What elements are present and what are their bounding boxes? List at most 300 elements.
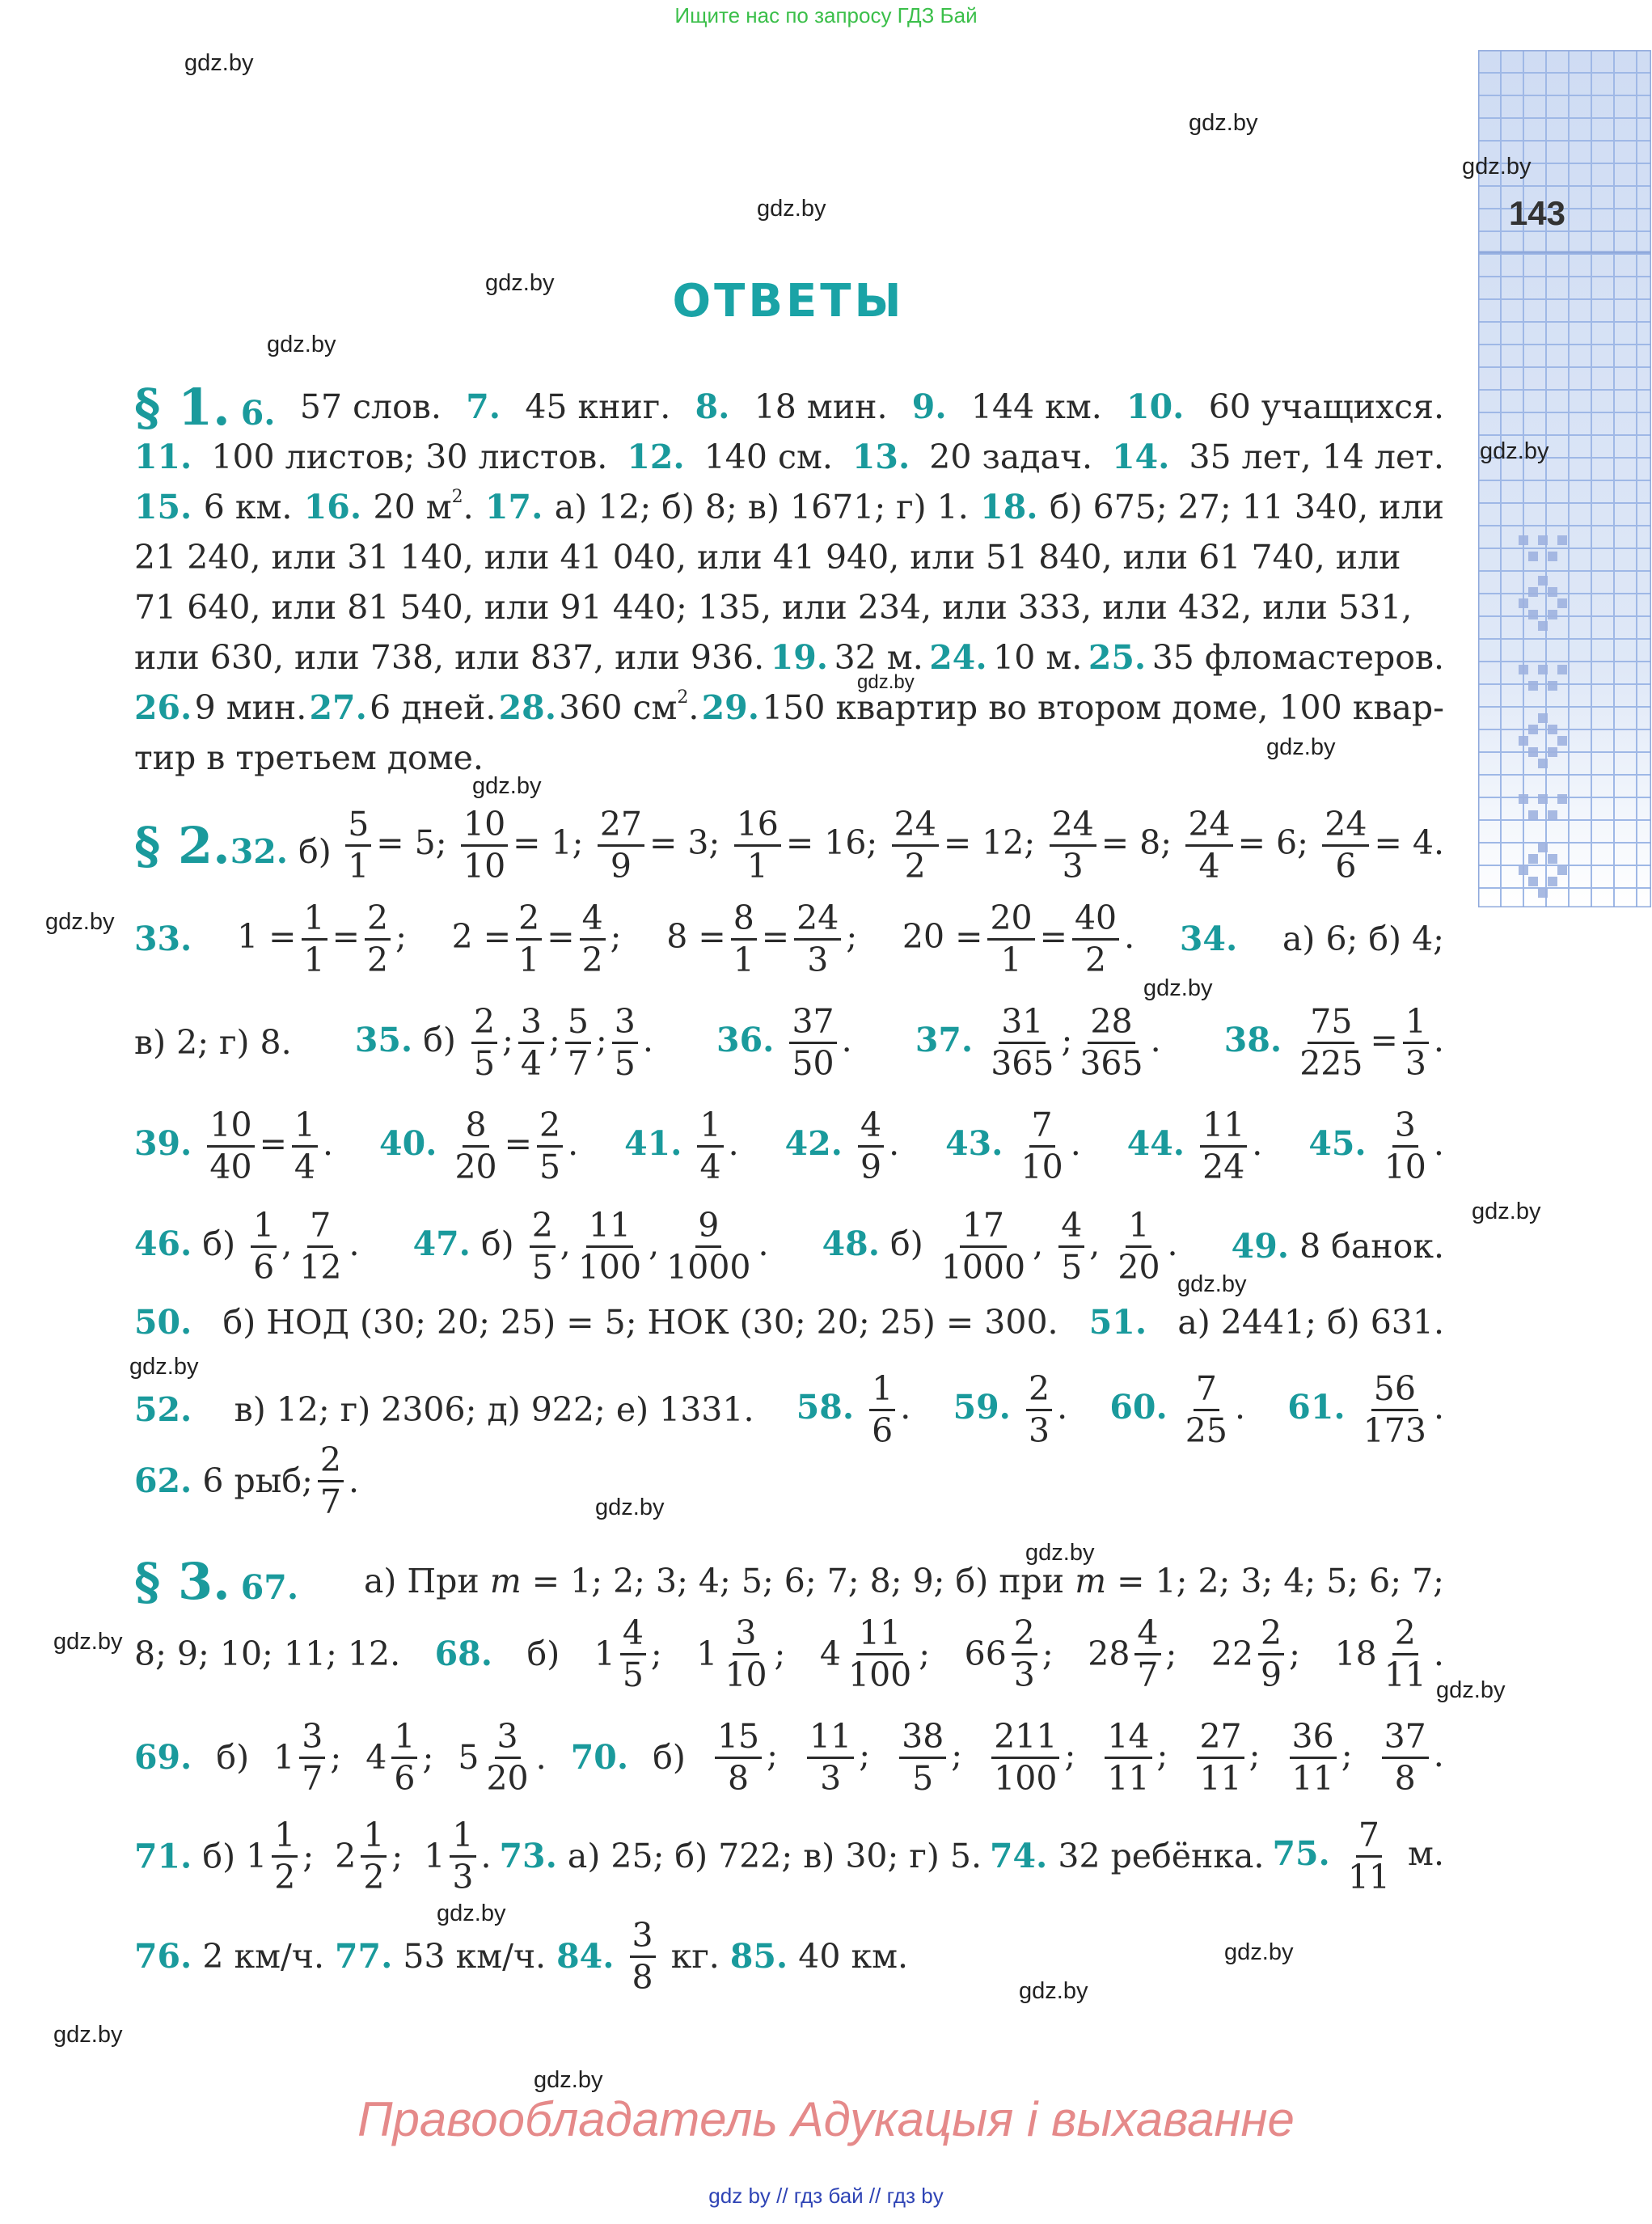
numerator: 24 bbox=[794, 902, 841, 941]
denominator: 1000 bbox=[666, 1247, 751, 1287]
part-label: б) bbox=[526, 1634, 560, 1673]
denominator: 7 bbox=[319, 1482, 341, 1521]
denominator: 11 bbox=[1384, 1655, 1426, 1694]
fraction bbox=[471, 1001, 497, 1083]
task-number: 62. bbox=[134, 1461, 192, 1500]
denominator: 50 bbox=[792, 1043, 834, 1083]
equation bbox=[1045, 804, 1172, 886]
task-number: 26. bbox=[134, 688, 192, 727]
fraction bbox=[1290, 1716, 1337, 1798]
equation: 20 = $\frac{20}{1}$ = $\frac{40}{2}$ . bbox=[902, 898, 1135, 979]
numerator: 4 bbox=[1134, 1617, 1160, 1655]
answers-line: 46. б) $\frac{1}{6}$ , $\frac{7}{12}$ . 47. б) $\frac{2}{5}$ , $\frac{11}{100}$ , $\frac{9}{1000}$ . 48. б) $\frac{17}{1000}$ , $\frac{4}{5}$ , $\frac{1}{20}$ . 49. 8 банок. bbox=[134, 1205, 1444, 1287]
denominator: 225 bbox=[1299, 1043, 1363, 1083]
task-number: 17. bbox=[485, 488, 543, 526]
watermark: gdz.by bbox=[1462, 154, 1532, 180]
equation bbox=[340, 804, 447, 886]
equation-rhs: = 16; bbox=[785, 822, 878, 862]
fraction bbox=[292, 1105, 318, 1186]
denominator: 5 bbox=[912, 1758, 934, 1798]
numerator: 11 bbox=[1200, 1109, 1247, 1148]
fraction bbox=[899, 1716, 946, 1798]
watermark: gdz.by bbox=[53, 1629, 123, 1655]
answer-text: 144 км. bbox=[970, 387, 1102, 426]
denominator: 9 bbox=[1261, 1655, 1282, 1694]
denominator: 1 bbox=[746, 846, 768, 886]
answer-text-part: 360 см bbox=[559, 688, 678, 727]
numerator: 3 bbox=[1392, 1109, 1418, 1148]
whole-part: 1 bbox=[273, 1738, 295, 1777]
numerator: 1 bbox=[1403, 1005, 1429, 1044]
whole-part: 2 bbox=[335, 1837, 357, 1875]
part-label: б) bbox=[216, 1738, 250, 1777]
task-number: 7. bbox=[466, 387, 501, 426]
answers-line: 39. $\frac{10}{40}$ = $\frac{1}{4}$ . 40. $\frac{8}{20}$ = $\frac{2}{5}$ . 41. $\frac{1}{4}$ . 42. $\frac{4}{9}$ . 43. $\frac{7}{10}$ . 44. $\frac{11}{24}$ . 45. $\frac{3}{10}$ . bbox=[134, 1105, 1444, 1186]
whole-part: 1 bbox=[696, 1634, 718, 1673]
answer-text: 9 мин. bbox=[194, 688, 307, 727]
numerator: 15 bbox=[715, 1720, 762, 1759]
equation-lhs: 1 = bbox=[237, 916, 297, 956]
task-number: 70. bbox=[570, 1738, 629, 1777]
numerator: 27 bbox=[598, 808, 644, 847]
task-number: 13. bbox=[851, 438, 911, 476]
task-number: 18. bbox=[980, 488, 1038, 526]
denominator: 4 bbox=[1198, 846, 1220, 886]
task-number: 50. bbox=[134, 1303, 192, 1342]
answer-text-part: = 1; 2; 3; 4; 5; 6; 7; 8; 9; б) при bbox=[531, 1562, 1065, 1600]
fraction bbox=[302, 898, 327, 979]
watermark: gdz.by bbox=[1025, 1540, 1095, 1566]
numerator: 10 bbox=[461, 808, 508, 847]
numerator: 36 bbox=[1290, 1720, 1337, 1759]
denominator: 3 bbox=[1405, 1043, 1426, 1083]
answers-line bbox=[134, 683, 1444, 733]
mixed-number: 1 $\frac{3}{10}$ ; bbox=[696, 1613, 786, 1694]
task-number: 35. bbox=[354, 1020, 413, 1059]
answer-text-part: . bbox=[688, 688, 699, 727]
footer-links[interactable]: gdz by // гдз бай // гдз by bbox=[708, 2184, 944, 2208]
answer-text: кг. bbox=[670, 1937, 720, 1976]
numerator: 9 bbox=[695, 1209, 721, 1248]
page-title: ОТВЕТЫ bbox=[672, 275, 905, 328]
fraction bbox=[858, 1105, 884, 1186]
denominator: 2 bbox=[274, 1857, 296, 1896]
answer-text: 140 см. bbox=[703, 438, 833, 476]
numerator: 11 bbox=[586, 1209, 633, 1248]
denominator: 3 bbox=[820, 1758, 842, 1798]
fraction bbox=[1019, 1105, 1066, 1186]
equation: 8 = $\frac{8}{1}$ = $\frac{24}{3}$ ; bbox=[666, 898, 858, 979]
answer-text: б) НОД (30; 20; 25) = 5; НОК (30; 20; 25) = 300. bbox=[222, 1303, 1058, 1342]
fraction bbox=[576, 1205, 644, 1287]
answer-text: 21 240, или 31 140, или 41 040, или 41 940, или 51 840, или 61 740, или bbox=[134, 538, 1401, 577]
mixed-number: 1 $\frac{3}{7}$ ; bbox=[273, 1716, 342, 1798]
fraction bbox=[452, 1105, 499, 1186]
task-number: 61. bbox=[1287, 1387, 1346, 1427]
numerator: 7 bbox=[307, 1209, 333, 1248]
task-number: 16. bbox=[303, 488, 362, 526]
part-label: б) bbox=[423, 1020, 456, 1059]
numerator: 1 bbox=[361, 1819, 387, 1858]
numerator: 4 bbox=[620, 1617, 646, 1655]
fraction bbox=[299, 1716, 325, 1798]
task-number: 74. bbox=[989, 1837, 1048, 1875]
section-label: § 3. bbox=[134, 1551, 230, 1611]
numerator: 2 bbox=[471, 1005, 497, 1044]
variable: m bbox=[1075, 1562, 1107, 1600]
denominator: 6 bbox=[1335, 846, 1357, 886]
denominator: 10 bbox=[1384, 1147, 1426, 1186]
page-number: 143 bbox=[1508, 194, 1566, 232]
task-number: 47. bbox=[412, 1224, 471, 1263]
watermark: gdz.by bbox=[1177, 1271, 1247, 1297]
task-number: 71. bbox=[134, 1837, 192, 1875]
answer-text: тир в третьем доме. bbox=[134, 738, 484, 777]
denominator: 5 bbox=[539, 1147, 561, 1186]
fraction bbox=[846, 1613, 914, 1694]
answer-text: 6 рыб; bbox=[202, 1461, 313, 1500]
answer-text bbox=[373, 488, 473, 526]
equation-lhs: 8 = bbox=[666, 916, 726, 956]
task-number: 38. bbox=[1223, 1020, 1282, 1059]
numerator: 2 bbox=[1026, 1372, 1052, 1411]
numerator: 3 bbox=[733, 1617, 758, 1655]
denominator: 4 bbox=[294, 1147, 316, 1186]
watermark: gdz.by bbox=[1472, 1199, 1541, 1224]
denominator: 6 bbox=[253, 1247, 275, 1287]
equation-rhs: = 8; bbox=[1101, 822, 1172, 862]
answer-text: в) 12; г) 2306; д) 922; е) 1331. bbox=[234, 1390, 754, 1429]
fraction bbox=[1200, 1105, 1247, 1186]
mixed-number: 1 $\frac{1}{2}$ ; bbox=[246, 1815, 315, 1896]
numerator: 11 bbox=[856, 1617, 903, 1655]
watermark: gdz.by bbox=[595, 1495, 665, 1520]
fraction bbox=[391, 1716, 417, 1798]
answer-text: 32 ребёнка. bbox=[1058, 1837, 1265, 1875]
fraction bbox=[734, 804, 781, 886]
denominator: 7 bbox=[1137, 1655, 1159, 1694]
denominator: 12 bbox=[299, 1247, 342, 1287]
fraction bbox=[1077, 1001, 1145, 1083]
part-label: б) bbox=[480, 1224, 514, 1263]
numerator: 1 bbox=[292, 1109, 318, 1148]
numerator: 2 bbox=[1392, 1617, 1418, 1655]
task-number: 59. bbox=[953, 1387, 1011, 1427]
task-number: 14. bbox=[1112, 438, 1170, 476]
answer-text: 71 640, или 81 540, или 91 440; 135, или 234, или 333, или 432, или 531, bbox=[134, 588, 1413, 627]
denominator: 5 bbox=[622, 1655, 644, 1694]
denominator: 6 bbox=[872, 1410, 894, 1450]
denominator: 11 bbox=[1199, 1758, 1242, 1798]
answers-line: в) 2; г) 8. 35. б) $\frac{2}{5}$ ; $\frac{3}{4}$ ; $\frac{5}{7}$ ; $\frac{3}{5}$ . 36. $\frac{37}{50}$ . 37. $\frac{31}{365}$ ; $\frac{28}{365}$ . 38. $\frac{75}{225}$ = $\frac{1}{3}$ . bbox=[134, 1001, 1444, 1083]
answer-text bbox=[364, 1562, 1444, 1600]
task-number: 75. bbox=[1272, 1833, 1330, 1873]
task-number: 45. bbox=[1308, 1123, 1367, 1163]
fraction bbox=[318, 1440, 344, 1521]
answer-text: 35 лет, 14 лет. bbox=[1189, 438, 1444, 476]
denominator: 4 bbox=[520, 1043, 542, 1083]
fraction bbox=[612, 1001, 638, 1083]
denominator: 1 bbox=[348, 846, 370, 886]
fraction bbox=[207, 1105, 254, 1186]
fraction bbox=[1382, 1613, 1429, 1694]
fraction bbox=[807, 1716, 854, 1798]
answer-text: а) 6; б) 4; bbox=[1282, 920, 1444, 958]
fraction bbox=[664, 1205, 753, 1287]
denominator: 20 bbox=[486, 1758, 529, 1798]
equation-rhs: = 1; bbox=[513, 822, 584, 862]
part-label: б) bbox=[653, 1738, 686, 1777]
numerator: 1 bbox=[251, 1209, 277, 1248]
whole-part: 1 bbox=[424, 1837, 446, 1875]
numerator: 2 bbox=[1012, 1617, 1037, 1655]
variable: m bbox=[489, 1562, 522, 1600]
answer-text-part: . bbox=[463, 488, 474, 526]
equation-rhs: = 5; bbox=[376, 822, 447, 862]
numerator: 3 bbox=[630, 1919, 656, 1958]
whole-part: 22 bbox=[1210, 1634, 1254, 1673]
denominator: 6 bbox=[394, 1758, 416, 1798]
task-number: 34. bbox=[1179, 920, 1238, 958]
denominator: 7 bbox=[567, 1043, 589, 1083]
task-number: 8. bbox=[695, 387, 730, 426]
search-banner[interactable]: Ищите нас по запросу ГДЗ Бай bbox=[674, 3, 978, 27]
task-number: 36. bbox=[716, 1020, 775, 1059]
denominator: 10 bbox=[1020, 1147, 1063, 1186]
fraction bbox=[789, 1001, 836, 1083]
numerator: 38 bbox=[899, 1720, 946, 1759]
equation-rhs: = 6; bbox=[1237, 822, 1308, 862]
watermark: gdz.by bbox=[1266, 734, 1336, 760]
answer-text-part: а) При bbox=[363, 1562, 480, 1600]
numerator: 4 bbox=[1058, 1209, 1084, 1248]
denominator: 2 bbox=[1085, 940, 1107, 979]
watermark: gdz.by bbox=[1189, 110, 1258, 136]
watermark: gdz.by bbox=[857, 671, 915, 693]
watermark: gdz.by bbox=[1480, 438, 1549, 464]
numerator: 3 bbox=[495, 1720, 521, 1759]
fraction bbox=[1115, 1205, 1162, 1287]
mixed-number: 18 $\frac{2}{11}$ . bbox=[1334, 1613, 1444, 1694]
denominator: 100 bbox=[577, 1247, 642, 1287]
task-number: 39. bbox=[134, 1123, 192, 1163]
answer-text: 35 фломастеров. bbox=[1151, 638, 1444, 677]
numerator: 4 bbox=[858, 1109, 884, 1148]
numerator: 20 bbox=[987, 902, 1034, 941]
answers-line: 62. 6 рыб; $\frac{2}{7}$ . bbox=[134, 1440, 360, 1521]
task-number: 77. bbox=[335, 1937, 393, 1976]
answer-text: а) 2441; б) 631. bbox=[1177, 1303, 1444, 1342]
numerator: 24 bbox=[1322, 808, 1369, 847]
answers-line: 52. в) 12; г) 2306; д) 922; е) 1331. 58. $\frac{1}{6}$ . 59. $\frac{2}{3}$ . 60. $\frac{7}{25}$ . 61. $\frac{56}{173}$ . bbox=[134, 1368, 1444, 1450]
task-number: 43. bbox=[945, 1123, 1003, 1163]
numerator: 75 bbox=[1308, 1005, 1354, 1044]
denominator: 5 bbox=[531, 1247, 553, 1287]
numerator: 8 bbox=[463, 1109, 488, 1148]
answer-text: 60 учащихся. bbox=[1208, 387, 1444, 426]
superscript: 2 bbox=[677, 687, 689, 708]
answers-line bbox=[134, 632, 1444, 683]
answers-line bbox=[134, 1912, 1444, 2001]
mixed-number: 28 $\frac{4}{7}$ ; bbox=[1088, 1613, 1177, 1694]
answer-text: в) 2; г) 8. bbox=[134, 1023, 292, 1062]
task-number: 40. bbox=[379, 1123, 437, 1163]
fraction bbox=[1258, 1613, 1284, 1694]
equation-rhs: = 4. bbox=[1374, 822, 1444, 862]
denominator: 9 bbox=[860, 1147, 882, 1186]
task-number: 10. bbox=[1126, 387, 1185, 426]
whole-part: 28 bbox=[1088, 1634, 1130, 1673]
numerator: 5 bbox=[345, 808, 371, 847]
watermark: gdz.by bbox=[1224, 1939, 1294, 1965]
whole-part: 1 bbox=[594, 1634, 615, 1673]
fraction bbox=[598, 804, 644, 886]
watermark: gdz.by bbox=[45, 909, 115, 935]
part-label: б) bbox=[890, 1224, 923, 1263]
numerator: 7 bbox=[1029, 1109, 1055, 1148]
denominator: 11 bbox=[1107, 1758, 1150, 1798]
watermark: gdz.by bbox=[437, 1901, 506, 1926]
denominator: 5 bbox=[473, 1043, 496, 1083]
equation: 1 = $\frac{1}{1}$ = $\frac{2}{2}$ ; bbox=[237, 898, 407, 979]
answers-line bbox=[134, 582, 1444, 632]
answers-line bbox=[134, 377, 1444, 437]
numerator: 40 bbox=[1072, 902, 1119, 941]
numerator: 27 bbox=[1197, 1720, 1244, 1759]
numerator: 2 bbox=[365, 902, 391, 941]
fraction bbox=[1322, 804, 1369, 886]
denominator: 2 bbox=[904, 846, 926, 886]
numerator: 17 bbox=[960, 1209, 1007, 1248]
denominator: 8 bbox=[1394, 1758, 1416, 1798]
answer-text-part: 20 м bbox=[373, 488, 452, 526]
answer-text: 32 м. bbox=[834, 638, 923, 677]
answer-text: 53 км/ч. bbox=[403, 1937, 547, 1976]
numerator: 1 bbox=[1126, 1209, 1151, 1248]
denominator: 4 bbox=[699, 1147, 721, 1186]
numerator: 28 bbox=[1088, 1005, 1134, 1044]
numerator: 5 bbox=[565, 1005, 591, 1044]
mixed-number: 22 $\frac{2}{9}$ ; bbox=[1210, 1613, 1300, 1694]
answers-line bbox=[134, 432, 1444, 482]
fraction bbox=[365, 898, 391, 979]
numerator: 4 bbox=[580, 902, 606, 941]
equation-rhs: = 3; bbox=[649, 822, 720, 862]
task-number: 11. bbox=[134, 438, 192, 476]
mixed-number: 66 $\frac{2}{3}$ ; bbox=[964, 1613, 1054, 1694]
task-number: 58. bbox=[796, 1387, 855, 1427]
numerator: 7 bbox=[1194, 1372, 1219, 1411]
denominator: 3 bbox=[1013, 1655, 1035, 1694]
numerator: 1 bbox=[697, 1109, 723, 1148]
task-number: 28. bbox=[498, 688, 556, 727]
equation bbox=[593, 804, 720, 886]
answer-text: или 630, или 738, или 837, или 936. bbox=[134, 638, 765, 677]
task-number: 84. bbox=[556, 1937, 615, 1976]
denominator: 173 bbox=[1363, 1410, 1426, 1450]
answers-line: 69. б) 1 $\frac{3}{7}$ ; 4 $\frac{1}{6}$ ; 5 $\frac{3}{20}$ . 70. б) $\frac{15}{8}$ ; $\frac{11}{3}$ ; $\frac{38}{5}$ ; $\frac{211}{100}$ ; $\frac{14}{11}$ ; $\frac{27}{11}$ ; $\frac{36}{11}$ ; $\frac{37}{8}$ . bbox=[134, 1716, 1444, 1798]
task-number: 27. bbox=[309, 688, 367, 727]
equation bbox=[1317, 804, 1444, 886]
numerator: 3 bbox=[518, 1005, 544, 1044]
task-number: 44. bbox=[1126, 1123, 1185, 1163]
answer-text: 2 км/ч. bbox=[202, 1937, 324, 1976]
task-number: 76. bbox=[134, 1937, 192, 1976]
numerator: 24 bbox=[1050, 808, 1096, 847]
answer-text: 45 книг. bbox=[525, 387, 671, 426]
fraction bbox=[1346, 1815, 1392, 1896]
denominator: 20 bbox=[454, 1147, 497, 1186]
denominator: 2 bbox=[581, 940, 603, 979]
numerator: 11 bbox=[807, 1720, 854, 1759]
fraction bbox=[516, 898, 542, 979]
answers-line bbox=[134, 801, 1444, 890]
answers-line bbox=[134, 1297, 1444, 1347]
watermark: gdz.by bbox=[129, 1354, 199, 1380]
watermark: gdz.by bbox=[485, 270, 555, 296]
section-label: § 2. bbox=[134, 815, 230, 875]
denominator: 10 bbox=[463, 846, 506, 886]
watermark: gdz.by bbox=[534, 2067, 603, 2093]
numerator: 2 bbox=[516, 902, 542, 941]
fraction bbox=[988, 1001, 1056, 1083]
fraction bbox=[1050, 804, 1096, 886]
task-number: 67. bbox=[240, 1567, 299, 1607]
answer-text-part: = 1; 2; 3; 4; 5; 6; 7; bbox=[1117, 1562, 1444, 1600]
copyright-notice: Правообладатель Адукацыя і выхаванне bbox=[357, 2092, 1295, 2146]
answers-line bbox=[134, 482, 1444, 532]
section-label: § 1. bbox=[134, 377, 230, 437]
numerator: 37 bbox=[789, 1005, 836, 1044]
numerator: 2 bbox=[1258, 1617, 1284, 1655]
fraction bbox=[1012, 1613, 1037, 1694]
denominator: 1 bbox=[303, 940, 325, 979]
answers-line bbox=[134, 532, 1444, 582]
whole-part: 5 bbox=[458, 1738, 480, 1777]
denominator: 11 bbox=[1347, 1857, 1390, 1896]
fraction bbox=[580, 898, 606, 979]
denominator: 100 bbox=[994, 1758, 1058, 1798]
fraction bbox=[630, 1915, 656, 1997]
denominator: 9 bbox=[610, 846, 632, 886]
mixed-number: 5 $\frac{3}{20}$ . bbox=[458, 1716, 547, 1798]
watermark: gdz.by bbox=[1436, 1677, 1506, 1703]
part-label: б) bbox=[202, 1837, 236, 1875]
denominator: 2 bbox=[363, 1857, 385, 1896]
task-number: 60. bbox=[1109, 1387, 1168, 1427]
answer-text: 20 задач. bbox=[929, 438, 1093, 476]
equation-lhs: 20 = bbox=[902, 916, 983, 956]
denominator: 7 bbox=[302, 1758, 323, 1798]
fraction bbox=[297, 1205, 344, 1287]
task-number: 9. bbox=[911, 387, 947, 426]
denominator: 3 bbox=[807, 940, 829, 979]
fraction bbox=[1297, 1001, 1365, 1083]
fraction bbox=[345, 804, 371, 886]
denominator: 11 bbox=[1291, 1758, 1334, 1798]
fraction bbox=[530, 1205, 556, 1287]
mixed-number: 4 $\frac{1}{6}$ ; bbox=[365, 1716, 434, 1798]
task-number: 37. bbox=[915, 1020, 974, 1059]
answers-line bbox=[134, 894, 1444, 983]
fraction bbox=[1197, 1716, 1244, 1798]
answer-text: 100 листов; 30 листов. bbox=[211, 438, 608, 476]
denominator: 1 bbox=[518, 940, 540, 979]
mixed-number: 2 $\frac{1}{2}$ ; bbox=[335, 1815, 403, 1896]
task-number: 6. bbox=[240, 393, 276, 433]
numerator: 24 bbox=[892, 808, 939, 847]
answer-text: а) 25; б) 722; в) 30; г) 5. bbox=[567, 1837, 982, 1875]
